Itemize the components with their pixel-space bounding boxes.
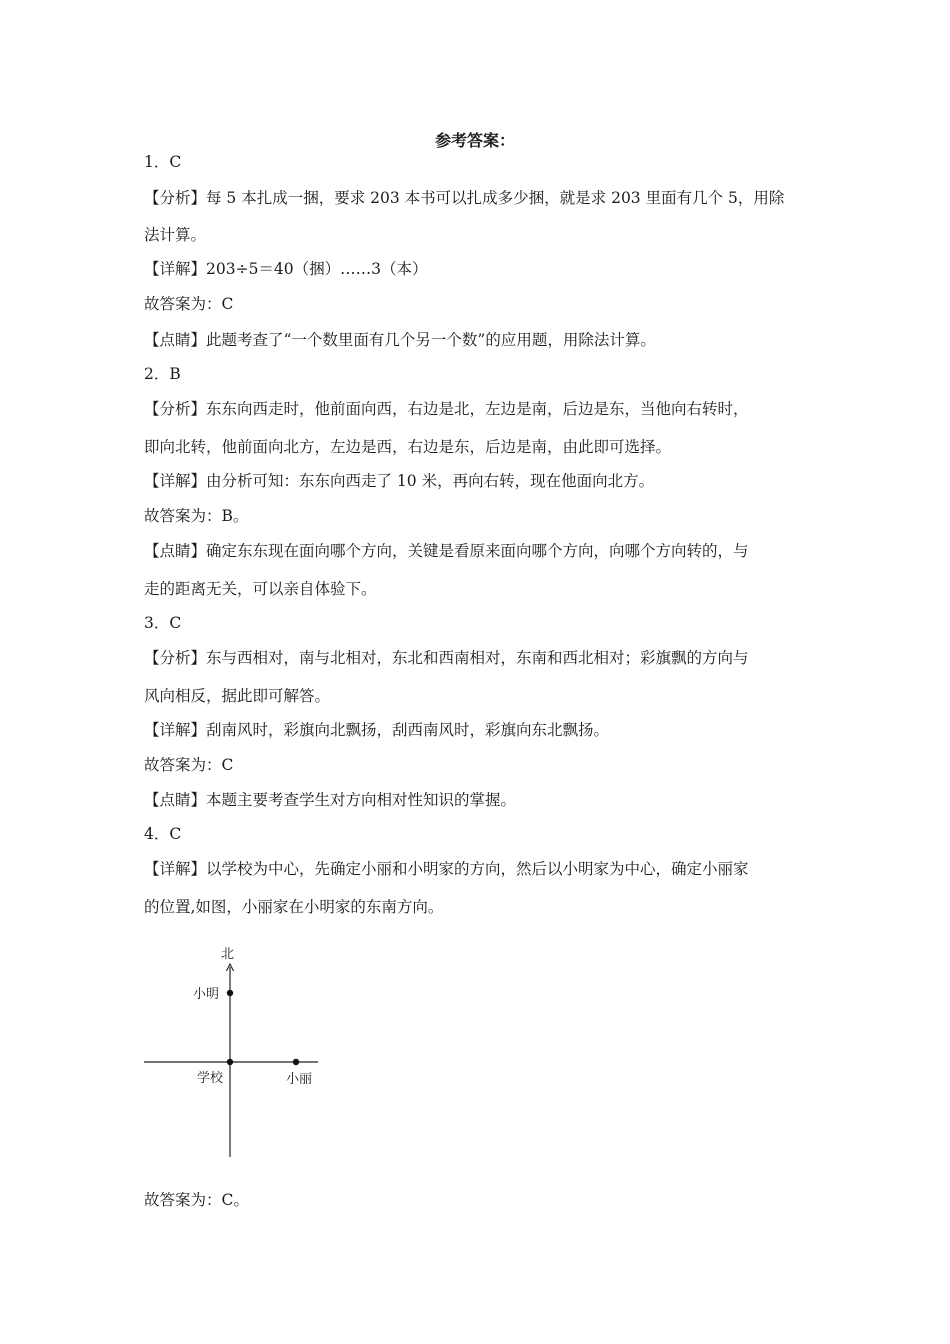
answer-line: 2．B	[144, 365, 181, 383]
answer-line: 的位置,如图，小丽家在小明家的东南方向。	[144, 898, 444, 916]
school-point	[227, 1059, 233, 1065]
answer-line: 【详解】由分析可知：东东向西走了 10 米，再向右转，现在他面向北方。	[144, 472, 655, 490]
answer-line: 【分析】每 5 本扎成一捆，要求 203 本书可以扎成多少捆，就是求 203 里面有几个 5，用除	[144, 189, 785, 207]
final-answer: 故答案为：C。	[144, 1191, 249, 1209]
xiaoli-label: 小丽	[286, 1072, 313, 1087]
answer-line: 风向相反，据此即可解答。	[144, 687, 331, 705]
answer-line: 【详解】203÷5＝40（捆）……3（本）	[144, 260, 428, 278]
answer-line: 【详解】以学校为中心，先确定小丽和小明家的方向，然后以小明家为中心，确定小丽家	[144, 860, 749, 878]
answer-line: 【分析】东东向西走时，他前面向西，右边是北，左边是南，后边是东，当他向右转时，	[144, 400, 749, 418]
xiaoli-point	[293, 1059, 299, 1065]
answer-line: 故答案为：B。	[144, 507, 249, 525]
answer-line: 1．C	[144, 153, 182, 171]
school-label: 学校	[197, 1071, 224, 1086]
answer-line: 即向北转，他前面向北方，左边是西，右边是东，后边是南，由此即可选择。	[144, 438, 672, 456]
xiaoming-label: 小明	[193, 987, 220, 1002]
direction-diagram	[140, 940, 330, 1165]
answer-line: 4．C	[144, 825, 182, 843]
answer-line: 3．C	[144, 614, 182, 632]
answer-line: 故答案为：C	[144, 295, 234, 313]
north-label: 北	[221, 947, 235, 962]
direction-diagram-svg	[140, 940, 330, 1165]
answer-line: 【点睛】本题主要考查学生对方向相对性知识的掌握。	[144, 791, 517, 809]
xiaoming-point	[227, 990, 233, 996]
answer-line: 故答案为：C	[144, 756, 234, 774]
answer-line: 【点睛】此题考查了“一个数里面有几个另一个数”的应用题，用除法计算。	[144, 331, 656, 349]
page-title: 参考答案：	[434, 131, 515, 150]
answer-line: 【分析】东与西相对，南与北相对，东北和西南相对，东南和西北相对；彩旗飘的方向与	[144, 649, 749, 667]
answer-line: 走的距离无关，可以亲自体验下。	[144, 580, 377, 598]
answer-line: 法计算。	[144, 226, 207, 244]
answer-line: 【点睛】确定东东现在面向哪个方向，关键是看原来面向哪个方向，向哪个方向转的，与	[144, 542, 749, 560]
answer-line: 【详解】刮南风时，彩旗向北飘扬，刮西南风时，彩旗向东北飘扬。	[144, 721, 610, 739]
